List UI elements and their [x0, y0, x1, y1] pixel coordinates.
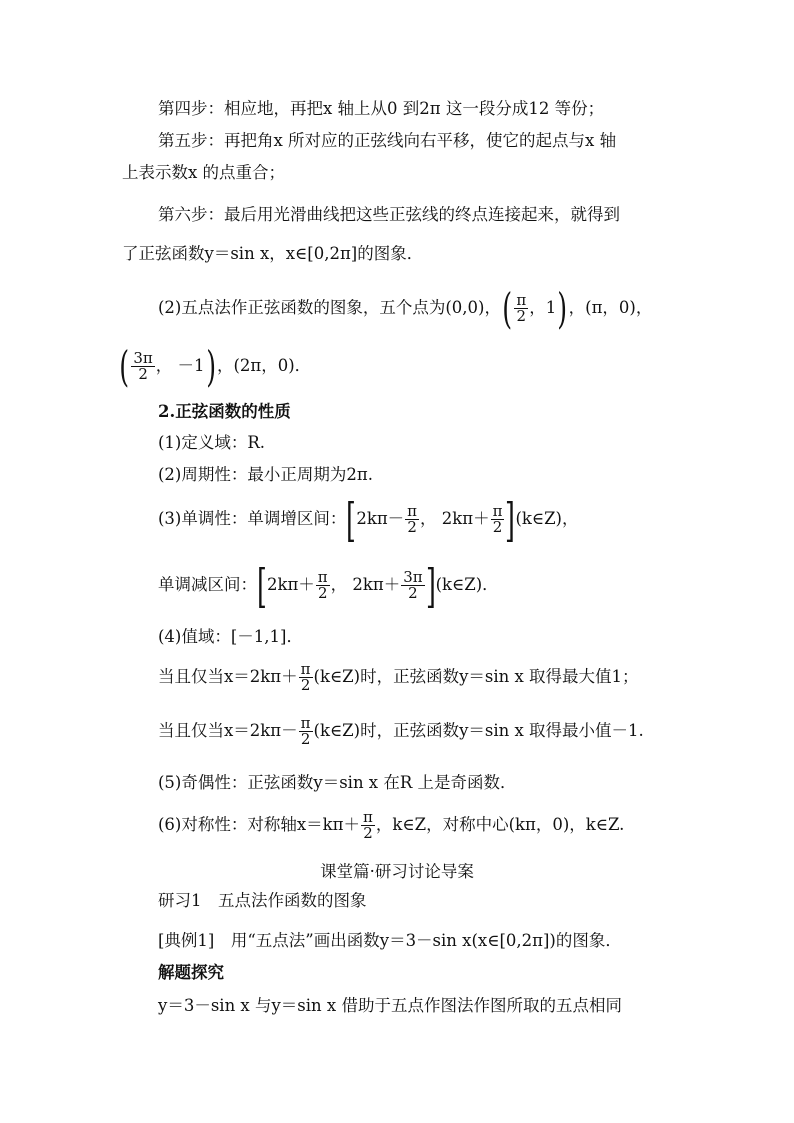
fraction-pi-over-2: $\frac{\pi}{2}$ — [300, 660, 311, 694]
bracket-right: ] — [505, 492, 516, 547]
fraction-3pi-over-2: $\frac{3\pi}{2}$ — [133, 349, 153, 383]
mono-inc-lead: (3)单调性：单调增区间： — [158, 509, 347, 528]
fraction-pi-over-2: $\frac{\pi}{2}$ — [317, 568, 328, 602]
fraction-pi-over-2: $\frac{\pi}{2}$ — [407, 502, 418, 536]
paren-right: ) — [557, 283, 568, 333]
min-tail: (k∈Z)时，正弦函数y＝sin x 取得最小值－1. — [313, 721, 644, 740]
monotonic-decreasing-line: 单调减区间：[2kπ＋ $\frac{\pi}{2}$ ， 2kπ＋ $\frac{3\pi}{2}$ ](k∈Z)． — [158, 558, 499, 613]
paren-left: ( — [502, 283, 513, 333]
min-value-line — [158, 710, 644, 752]
study-heading: 研习1 五点法作函数的图象 — [158, 891, 367, 910]
bracket-left: [ — [346, 492, 357, 547]
paren-right: ) — [205, 341, 216, 391]
mono-dec-lead: 单调减区间： — [158, 575, 257, 594]
point-value: －1 — [177, 356, 205, 375]
step5-text-b: 上表示数x 的点重合； — [122, 163, 286, 182]
monotonic-increasing-line: (3)单调性：单调增区间：[2kπ－ $\frac{\pi}{2}$ ， 2kπ＋ $\frac{\pi}{2}$ ](k∈Z)， — [158, 492, 579, 547]
bracket-right: ] — [425, 558, 436, 613]
fraction-pi-over-2: $\frac{\pi}{2}$ — [492, 502, 503, 536]
fraction-pi-over-2: $\frac{\pi}{2}$ — [363, 808, 373, 842]
step4-text: 第四步：相应地，再把x 轴上从0 到2π 这一段分成12 等份； — [158, 99, 605, 118]
domain-text: (1)定义域：R. — [158, 433, 266, 452]
expr: 2kπ＋ — [352, 575, 401, 594]
expr: 2kπ＋ — [266, 575, 315, 594]
mono-dec-tail: (k∈Z)． — [435, 575, 499, 594]
step6-text-b: 了正弦函数y＝sin x，x∈[0,2π]的图象． — [122, 244, 424, 263]
five-points-tail: ，(π，0)， — [568, 298, 653, 317]
fraction-pi-over-2: $\frac{\pi}{2}$ — [516, 291, 527, 325]
five-points-line-2: ( $\frac{3\pi}{2}$ ， －1)，(2π，0)． — [119, 341, 312, 391]
bracket-left: [ — [257, 558, 267, 613]
five-points-line: (2)五点法作正弦函数的图象，五个点为(0,0)，( $\frac{\pi}{2}$ ，1)，(π，0)， — [158, 283, 653, 333]
five-points-lead: (2)五点法作正弦函数的图象，五个点为(0,0)， — [158, 298, 501, 317]
solve-heading: 解题探究 — [158, 963, 224, 982]
sym-tail: ，k∈Z，对称中心(kπ，0)，k∈Z. — [375, 815, 625, 834]
mono-inc-tail: (k∈Z)， — [515, 509, 579, 528]
section-heading-properties: 2.正弦函数的性质 — [158, 402, 291, 421]
expr: 2kπ＋ — [441, 509, 490, 528]
symmetry-line — [158, 804, 624, 846]
min-lead: 当且仅当x＝2kπ－ — [158, 721, 298, 740]
max-value-line — [158, 656, 639, 698]
period-text: (2)周期性：最小正周期为2π. — [158, 465, 373, 484]
expr: 2kπ－ — [356, 509, 405, 528]
example-text: [典例1] 用“五点法”画出函数y＝3－sin x(x∈[0,2π])的图象． — [158, 931, 622, 950]
five-points-tail-2: ，(2π，0)． — [216, 356, 312, 375]
fraction-pi-over-2: $\frac{\pi}{2}$ — [300, 714, 311, 748]
step6-text-a: 第六步：最后用光滑曲线把这些正弦线的终点连接起来，就得到 — [158, 205, 620, 224]
step5-text-a: 第五步：再把角x 所对应的正弦线向右平移，使它的起点与x 轴 — [158, 131, 617, 150]
sym-lead: (6)对称性：对称轴x＝kπ＋ — [158, 815, 361, 834]
solve-text: y＝3－sin x 与y＝sin x 借助于五点作图法作图所取的五点相同 — [158, 996, 622, 1015]
range-text: (4)值域：[－1,1]． — [158, 627, 303, 646]
parity-text: (5)奇偶性：正弦函数y＝sin x 在R 上是奇函数． — [158, 773, 517, 792]
max-tail: (k∈Z)时，正弦函数y＝sin x 取得最大值1； — [313, 667, 639, 686]
fraction-3pi-over-2: $\frac{3\pi}{2}$ — [403, 568, 423, 602]
paren-left: ( — [119, 341, 130, 391]
section-title: 课堂篇·研习讨论导案 — [320, 862, 474, 881]
point-value: 1 — [545, 298, 557, 317]
max-lead: 当且仅当x＝2kπ＋ — [158, 667, 298, 686]
